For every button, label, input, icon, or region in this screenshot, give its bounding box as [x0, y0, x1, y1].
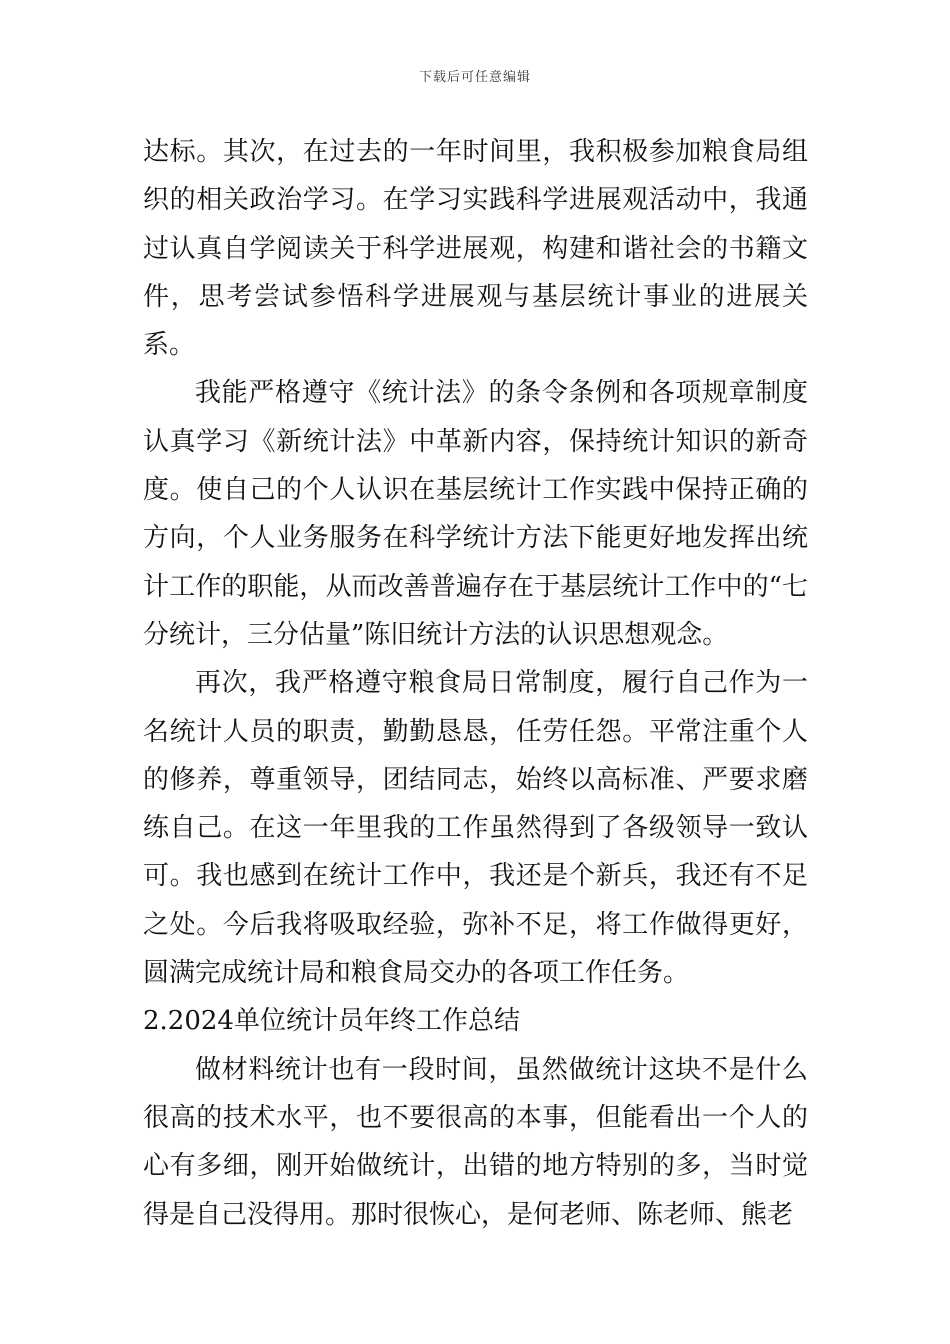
document-body — [143, 128, 808, 1239]
section-heading: 2.2024单位统计员年终工作总结 — [143, 1006, 520, 1037]
paragraph-3: 再次，我严格遵守粮食局日常制度，履行自己作为一名统计人员的职责，勤勤恳恳，任劳任怨。平常注重个人的修养，尊重领导，团结同志，始终以高标准、严要求磨练自己。在这一年里我的工作虽然得到了各级领导一致认可。我也感到在统计工作中，我还是个新兵，我还有不足之处。今后我将吸取经验，弥补不足，将工作做得更好，圆满完成统计局和粮食局交办的各项工作任务。 — [143, 668, 808, 989]
page-header: 下载后可任意编辑 — [418, 70, 531, 85]
paragraph-2: 我能严格遵守《统计法》的条令条例和各项规章制度认真学习《新统计法》中革新内容，保持统计知识的新奇度。使自己的个人认识在基层统计工作实践中保持正确的方向，个人业务服务在科学统计方法下能更好地发挥出统计工作的职能，从而改善普遍存在于基层统计工作中的“七分统计，三分估量”陈旧统计方法的认识思想观念。 — [143, 378, 808, 650]
paragraph-1: 达标。其次，在过去的一年时间里，我积极参加粮食局组织的相关政治学习。在学习实践科学进展观活动中，我通过认真自学阅读关于科学进展观，构建和谐社会的书籍文件，思考尝试参悟科学进展观与基层统计事业的进展关系。 — [143, 137, 808, 361]
paragraph-4: 做材料统计也有一段时间，虽然做统计这块不是什么很高的技术水平，也不要很高的本事，但能看出一个人的心有多细，刚开始做统计，出错的地方特别的多，当时觉得是自己没得用。那时很恢心，是何老师、陈老师、熊老 — [143, 1054, 808, 1230]
